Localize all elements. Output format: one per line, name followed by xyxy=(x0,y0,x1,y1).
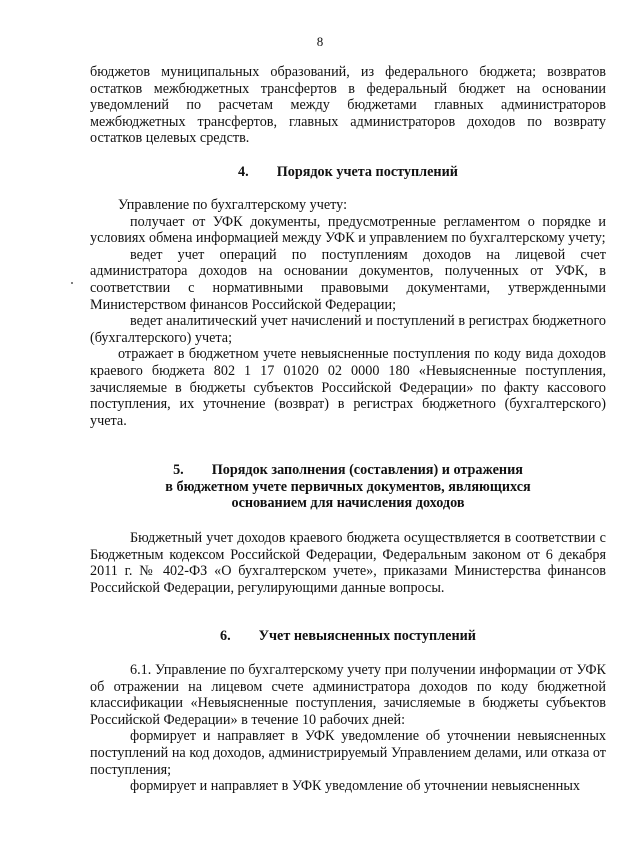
section-5-title-line: Порядок заполнения (составления) и отражения xyxy=(211,462,523,478)
section-5-body xyxy=(90,530,606,596)
section-5-title-line: в бюджетном учете первичных документов, являющихся xyxy=(165,478,531,495)
section-6-number: 6. xyxy=(220,628,231,644)
section-6-body xyxy=(90,662,606,795)
section-6-heading xyxy=(90,628,606,645)
section-6-item: формирует и направляет в УФК уведомление об уточнении невыясненных xyxy=(130,778,580,795)
section-4-item: получает от УФК документы, предусмотренные регламентом о порядке и условиях обмена информацией между УФК и управлением по бухгалтерскому учету; xyxy=(90,213,606,247)
section-4-item: ведет аналитический учет начислений и поступлений в регистрах бюджетного (бухгалтерского) учета; xyxy=(90,313,606,346)
intro-paragraph: бюджетов муниципальных образований, из федерального бюджета; возвратов остатков межбюджетных трансфертов в федеральный бюджет на основании уведомлений по расчетам между бюджетами главных администраторов межбюджетных трансфертов, главных администраторов доходов по возврату остатков целевых средств. xyxy=(90,64,606,147)
section-4-title: Порядок учета поступлений xyxy=(276,164,458,180)
section-4-lead: Управление по бухгалтерскому учету: xyxy=(118,197,348,213)
page-number: 8 xyxy=(316,34,324,49)
section-4-body xyxy=(90,197,606,429)
section-4-number: 4. xyxy=(238,164,249,180)
section-5-title-line: основанием для начисления доходов xyxy=(231,495,465,512)
section-4-item: ведет учет операций по поступлениям доходов на лицевой счет администратора доходов на основании документов, полученных от УФК, в соответствии с нормативными правовыми документами, утвержденными Министерством финансов Российской Федерации; xyxy=(90,246,606,313)
section-5-number: 5. xyxy=(173,462,184,478)
section-6-title: Учет невыясненных поступлений xyxy=(258,628,476,644)
section-5-paragraph: Бюджетный учет доходов краевого бюджета осуществляется в соответствии с Бюджетным кодексом Российской Федерации, Федеральным законом от 6 декабря 2011 г. № 402-ФЗ «О бухгалтерском учете», приказами Министерства финансов Российской Федерации, регулирующими данные вопросы. xyxy=(90,530,606,596)
section-6-item: формирует и направляет в УФК уведомление об уточнении невыясненных поступлений на код доходов, администрируемый Управлением делами, или отказа от поступления; xyxy=(90,728,606,778)
scan-speck xyxy=(71,282,73,284)
section-5-heading xyxy=(90,462,606,512)
intro-block xyxy=(90,64,606,147)
section-4-item: отражает в бюджетном учете невыясненные поступления по коду вида доходов краевого бюджета 802 1 17 01020 02 0000 180 «Невыясненные поступления, зачисляемые в бюджеты субъектов Российской Федерации» по факту кассового поступления, их уточнение (возврат) в регистрах бюджетного (бухгалтерского) учета. xyxy=(90,346,606,429)
section-6-paragraph: 6.1. Управление по бухгалтерскому учету при получении информации от УФК об отражении на лицевом счете администратора доходов по коду бюджетной классификации «Невыясненные поступления, зачисляемые в бюджеты субъектов Российской Федерации» в течение 10 рабочих дней: xyxy=(90,662,606,728)
section-4-heading xyxy=(90,164,606,181)
